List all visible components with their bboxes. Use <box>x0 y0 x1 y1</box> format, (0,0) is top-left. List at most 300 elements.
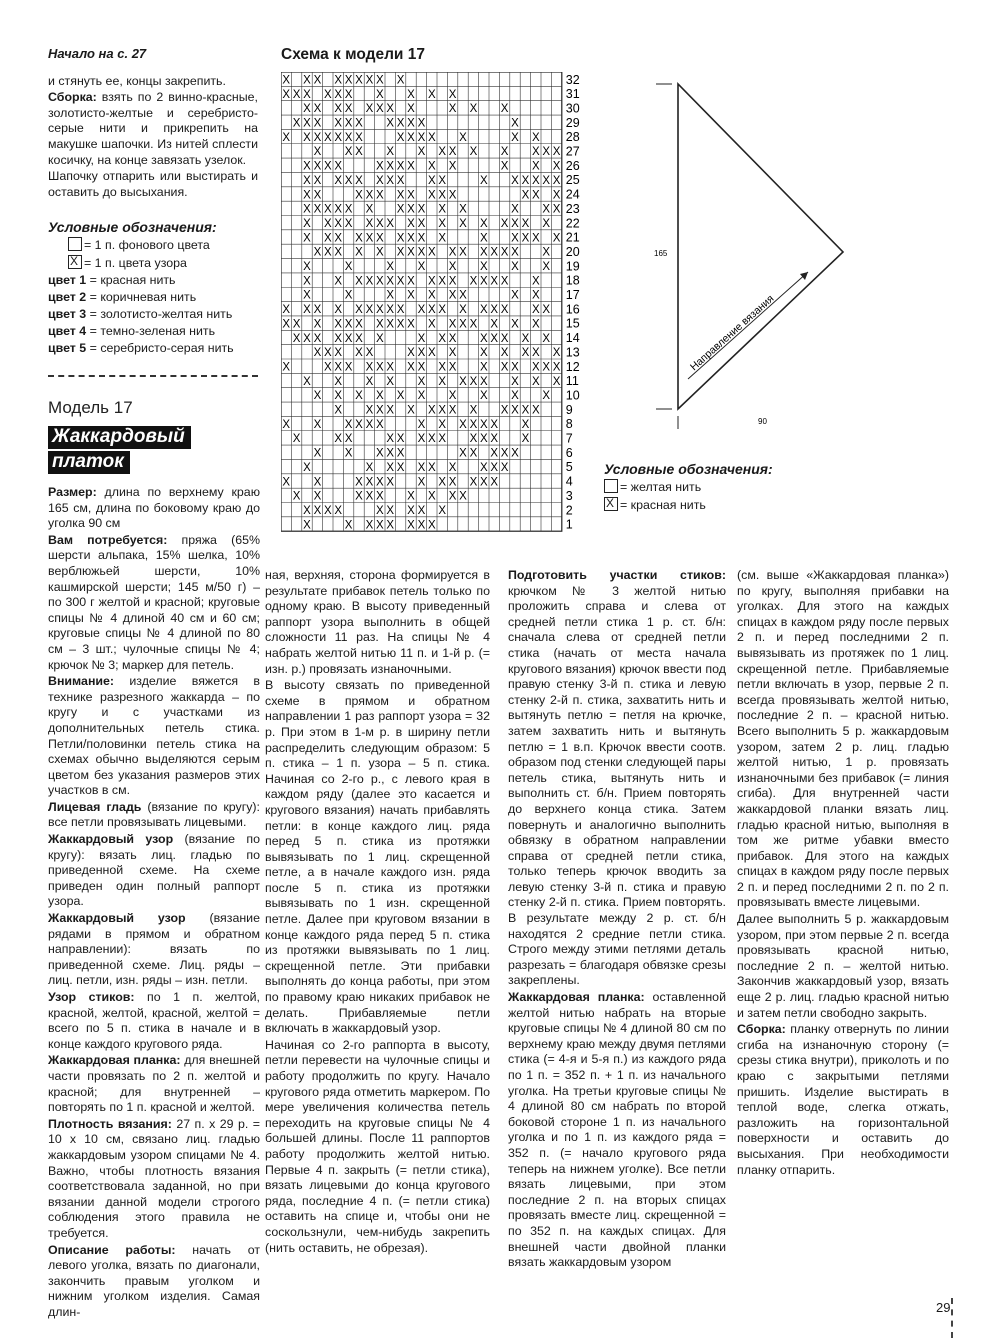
chart-cell-mark: X <box>469 433 478 446</box>
chart-cell-mark: X <box>355 418 363 431</box>
legend-color <box>48 341 268 356</box>
row-number: 32 <box>565 72 580 87</box>
paragraph <box>48 990 260 1052</box>
chart-cell-mark: X <box>344 117 353 130</box>
chart-cell-mark: X <box>479 261 488 274</box>
chart-cell-mark: X <box>365 304 374 317</box>
legend-text: = 1 п. фонового цвета <box>84 237 210 252</box>
chart-cell-mark: X <box>459 447 467 460</box>
chart-cell-mark: X <box>500 275 509 288</box>
chart-cell-mark: X <box>386 289 395 302</box>
chart-cell-mark: X <box>448 88 457 101</box>
shawl-diagram <box>648 74 848 444</box>
paragraph-text: оставленной желтой нитью набрать на вторые круговые спицы № 4 длиной 80 см по верхнему краю между двумя петлями стика (= 4-я и 5-я п.) из каждого ряда по 1 п. = 352 п. + 1 п. из начального уголка. На третьи круговые спицы № 4 длиной 80 см набрать по второй боковой стороне 1 п. из начального уголка и по 1 п. из каждого ряда = 352 п. (= начало кругового ряда теперь на нижнем уголке). Все петли вязать лицевыми, при этом последние 2 п. на вторых спицах провязать вместе лиц. скрещенной = по 352 п. на каждых спицах. Для внешней части двойной планки вязать жаккардовым узором <box>508 990 726 1270</box>
chart-cell-mark: X <box>303 131 311 144</box>
chart-cell-mark: X <box>417 203 426 216</box>
chart-cell-mark: X <box>552 146 561 159</box>
color-text: = красная нить <box>86 272 176 287</box>
chart-cell-mark: X <box>531 131 540 144</box>
paragraph-lead: Плотность вязания: <box>48 1116 172 1131</box>
chart-cell-mark: X <box>417 232 426 245</box>
chart-cell-mark: X <box>334 375 343 388</box>
color-label: цвет 5 <box>48 340 87 355</box>
chart-cell-mark: X <box>292 433 301 446</box>
chart-cell-mark: X <box>323 504 332 517</box>
chart-cell-mark: X <box>531 318 540 331</box>
chart-cell-mark: X <box>427 519 436 532</box>
chart-cell-mark: X <box>531 232 540 245</box>
chart-cell-mark: X <box>344 433 353 446</box>
chart-cell-mark: X <box>334 275 343 288</box>
chart-cell-mark: X <box>334 103 343 116</box>
chart-cell-mark: X <box>427 318 436 331</box>
chart-cell-mark: X <box>303 375 311 388</box>
chart-cell-mark: X <box>531 289 540 302</box>
chart-cell-mark: X <box>292 117 301 130</box>
chart-cell-mark: X <box>469 447 478 460</box>
chart-cell-mark: X <box>323 203 332 216</box>
chart-cell-mark: X <box>459 131 467 144</box>
chart-cell-mark: X <box>344 174 353 187</box>
paragraph-text: ная, верхняя, сторона формируется в результате прибавок петель только по одному краю. В высоту приведенный раппорт узора выполнить в общей сложности 11 раз. На спицы № 4 набрать желтой нитью 11 п. и 1-й р. (= изн. р.) провязать изнаночными. <box>265 568 490 676</box>
chart-cell-mark: X <box>531 375 540 388</box>
chart-cell-mark: X <box>459 490 467 503</box>
chart-cell-mark: X <box>448 160 457 173</box>
chart-cell-mark: X <box>511 246 519 259</box>
chart-cell-mark: X <box>438 232 447 245</box>
chart-cell-mark: X <box>511 174 519 187</box>
color-label: цвет 2 <box>48 289 87 304</box>
x-cell-icon <box>68 255 82 269</box>
chart-cell-mark: X <box>521 433 530 446</box>
paragraph-text: (см. выше «Жаккардовая планка») по кругу, выполняя прибавки на уголках. Для этого на каждых спицах в каждом ряду после первых 2 п. и перед последними 2 п. вывязывать из протяжек по 1 лиц. скрещенной петле. Прибавляемые петли включать в узор, первые 2 п. всегда провязывать желтой нитью, последние 2 п. – красной нитью. Всего выполнить 5 р. жаккардовым узором, затем 2 р. лиц. гладью желтой нитью, 1 р. провязать изнаночными без прибавок (= линия сгиба). Для внутренней части жаккардовой планки вязать лиц. гладью красной нитью, выполняя в том же ритме убавки вместо прибавок. Для этого на каждых спицах в каждом ряду после первых 2 п. и перед последними 2 п. по 2 п. провязывать вместе лицевыми. <box>737 568 949 910</box>
chart-cell-mark: X <box>542 146 551 159</box>
row-number: 9 <box>565 402 573 417</box>
chart-cell-mark: X <box>292 332 301 345</box>
chart-cell-mark: X <box>407 490 415 503</box>
chart-cell-mark: X <box>448 347 457 360</box>
chart-cell-mark: X <box>552 375 561 388</box>
chart-cell-mark: X <box>407 160 415 173</box>
chart-cell-mark: X <box>386 117 395 130</box>
chart-cell-mark: X <box>469 318 478 331</box>
chart-cell-mark: X <box>303 461 311 474</box>
chart-cell-mark: X <box>531 174 540 187</box>
row-number: 13 <box>565 345 580 360</box>
paragraph-lead: Жаккардовая планка: <box>508 990 645 1005</box>
chart-cell-mark: X <box>479 217 488 230</box>
chart-cell-mark: X <box>521 232 530 245</box>
chart-cell-mark: X <box>459 289 467 302</box>
chart-cell-mark: X <box>521 174 530 187</box>
chart-cell-mark: X <box>386 304 395 317</box>
chart-cell-mark: X <box>386 433 395 446</box>
chart-cell-mark: X <box>427 289 436 302</box>
chart-cell-mark: X <box>365 418 374 431</box>
chart-cell-mark: X <box>355 117 363 130</box>
chart-cell-mark: X <box>500 246 509 259</box>
chart-cell-mark: X <box>355 332 363 345</box>
chart-cell-mark: X <box>448 261 457 274</box>
chart-cell-mark: X <box>448 476 457 489</box>
chart-cell-mark: X <box>375 174 384 187</box>
chart-cell-mark: X <box>500 461 509 474</box>
chart-cell-mark: X <box>365 490 374 503</box>
chart-cell-mark: X <box>542 217 551 230</box>
chart-cell-mark: X <box>386 261 395 274</box>
chart-cell-mark: X <box>303 232 311 245</box>
chart-cell-mark: X <box>459 246 467 259</box>
row-number: 27 <box>565 144 580 159</box>
chart-cell-mark: X <box>407 361 415 374</box>
chart-cell-mark: X <box>355 304 363 317</box>
chart-cell-mark: X <box>459 217 467 230</box>
chart-cell-mark: X <box>448 332 457 345</box>
chart-cell-mark: X <box>386 146 395 159</box>
chart-cell-mark: X <box>313 318 322 331</box>
chart-cell-mark: X <box>344 519 353 532</box>
chart-cell-mark: X <box>479 332 488 345</box>
chart-cell-mark: X <box>344 103 353 116</box>
chart-cell-mark: X <box>542 246 551 259</box>
chart-cell-mark: X <box>511 318 519 331</box>
chart-cell-mark: X <box>344 332 353 345</box>
row-number: 11 <box>565 374 579 389</box>
chart-cell-mark: X <box>334 232 343 245</box>
chart-cell-mark: X <box>459 203 467 216</box>
chart-cell-mark: X <box>469 103 478 116</box>
chart-cell-mark: X <box>469 275 478 288</box>
chart-cell-mark: X <box>407 318 415 331</box>
chart-cell-mark: X <box>438 504 447 517</box>
chart-cell-mark: X <box>427 131 436 144</box>
chart-cell-mark: X <box>490 418 499 431</box>
chart-cell-mark: X <box>417 476 426 489</box>
chart-cell-mark: X <box>407 103 415 116</box>
chart-cell-mark: X <box>531 189 540 202</box>
dim-side-label: 165 <box>654 249 668 258</box>
row-number: 24 <box>565 187 580 202</box>
chart-cell-mark: X <box>542 203 551 216</box>
chart-cell-mark: X <box>313 131 322 144</box>
chart-cell-mark: X <box>355 232 363 245</box>
paragraph <box>48 674 260 799</box>
chart-cell-mark: X <box>375 189 384 202</box>
chart-cell-mark: X <box>531 146 540 159</box>
chart-cell-mark: X <box>396 160 405 173</box>
paragraph-lead: Размер: <box>48 485 97 499</box>
chart-cell-mark: X <box>479 461 488 474</box>
chart-cell-mark: X <box>365 347 374 360</box>
chart-cell-mark: X <box>386 504 395 517</box>
chart-cell-mark: X <box>511 203 519 216</box>
chart-cell-mark: X <box>282 88 291 101</box>
chart-cell-mark: X <box>407 117 415 130</box>
chart-cell-mark: X <box>500 332 509 345</box>
chart-cell-mark: X <box>417 461 426 474</box>
chart-cell-mark: X <box>375 447 384 460</box>
chart-cell-mark: X <box>552 174 561 187</box>
chart-cell-mark: X <box>365 275 374 288</box>
chart-cell-mark: X <box>438 203 447 216</box>
chart-cell-mark: X <box>407 189 415 202</box>
row-number: 8 <box>565 417 573 432</box>
chart-cell-mark: X <box>407 203 415 216</box>
row-number: 17 <box>565 288 580 303</box>
row-number: 25 <box>565 173 580 188</box>
chart-cell-mark: X <box>459 318 467 331</box>
chart-cell-mark: X <box>479 232 488 245</box>
row-number: 2 <box>565 503 573 518</box>
chart-cell-mark: X <box>375 332 384 345</box>
legend-heading: Условные обозначения: <box>48 219 217 235</box>
chart-cell-mark: X <box>375 304 384 317</box>
chart-cell-mark: X <box>511 217 519 230</box>
chart-cell-mark: X <box>396 275 405 288</box>
chart-cell-mark: X <box>490 447 499 460</box>
chart-cell-mark: X <box>407 347 415 360</box>
chart-cell-mark: X <box>448 318 457 331</box>
chart-cell-mark: X <box>417 246 426 259</box>
chart-cell-mark: X <box>375 404 384 417</box>
chart-cell-mark: X <box>303 174 311 187</box>
chart-cell-mark: X <box>479 476 488 489</box>
chart-cell-mark: X <box>542 361 551 374</box>
chart-cell-mark: X <box>511 361 519 374</box>
chart-cell-mark: X <box>427 304 436 317</box>
model-title <box>48 426 191 476</box>
chart-cell-mark: X <box>417 519 426 532</box>
chart-cell-mark: X <box>365 375 374 388</box>
chart-cell-mark: X <box>355 74 363 87</box>
chart-cell-mark: X <box>490 246 499 259</box>
chart-cell-mark: X <box>386 318 395 331</box>
chart-cell-mark: X <box>375 275 384 288</box>
chart-cell-mark: X <box>334 504 343 517</box>
chart-cell-mark: X <box>448 404 457 417</box>
chart-cell-mark: X <box>500 146 509 159</box>
row-number: 4 <box>565 474 573 489</box>
yellow-cell-icon <box>604 479 618 493</box>
chart-cell-mark: X <box>334 203 343 216</box>
chart-cell-mark: X <box>396 131 405 144</box>
row-number: 30 <box>565 101 580 116</box>
chart-cell-mark: X <box>313 203 322 216</box>
chart-cell-mark: X <box>303 332 311 345</box>
chart-cell-mark: X <box>427 275 436 288</box>
chart-cell-mark: X <box>323 232 332 245</box>
chart-cell-mark: X <box>344 447 353 460</box>
paragraph <box>737 568 949 911</box>
chart-cell-mark: X <box>511 404 519 417</box>
chart-cell-mark: X <box>438 433 447 446</box>
chart-cell-mark: X <box>396 74 405 87</box>
paragraph-text: (вязание рядами в прямом и обратном направлении): вязать по приведенной схеме. Лиц. ряды – лиц. петли, изн. ряды – изн. петли. <box>48 911 260 988</box>
chart-cell-mark: X <box>417 217 426 230</box>
chart-cell-mark: X <box>552 160 561 173</box>
chart-cell-mark: X <box>313 246 322 259</box>
paragraph-lead: Вам потребуется: <box>48 532 168 547</box>
chart-cell-mark: X <box>334 117 343 130</box>
row-number: 21 <box>565 230 580 245</box>
chart-cell-mark: X <box>386 519 395 532</box>
paragraph <box>48 485 260 532</box>
paragraph-text: крючком № 3 желтой нитью проложить справа и слева от средней петли стика 1 р. ст. б/н: сначала слева от средней петли стика (начать от места начала кругового вязания) крючок ввести под правую стенку 3-й п. стика и левую стенку 2-й п. стика, захватить нить и вытянуть петлю = петля на крючке, затем захватить нить и вытянуть петлю = 1 в.п. Крючок ввести соотв. образом под стенки следующей пары петель стика, вытянуть нить и выполнить ст. б/н. Прием повторять до верхнего конца стика. Затем повернуть и аналогично выполнить обвязку в обратном направлении справа от средней петли стика, только теперь крючок вводить за левую стенку 3-й п. стика и правую стенку 2-й п. стика. Прием повторять. В результате между 2 р. ст. б/н находятся 2 средние петли стика. Строго между этими петлями деталь разрезать = благодаря обвязке срезы закреплены. <box>508 583 726 988</box>
chart-cell-mark: X <box>407 289 415 302</box>
paragraph: и стянуть ее, концы закрепить. <box>48 73 226 88</box>
chart-cell-mark: X <box>417 504 426 517</box>
chart-cell-mark: X <box>459 418 467 431</box>
legend-text: = желтая нить <box>620 479 702 494</box>
chart-cell-mark: X <box>282 131 291 144</box>
color-label: цвет 4 <box>48 323 87 338</box>
row-number: 19 <box>565 259 580 274</box>
chart-cell-mark: X <box>344 203 353 216</box>
chart-cell-mark: X <box>365 519 374 532</box>
empty-cell-icon <box>68 237 82 251</box>
row-number: 14 <box>565 331 580 346</box>
row-number: 20 <box>565 244 580 259</box>
chart-cell-mark: X <box>407 519 415 532</box>
legend-item <box>48 255 268 271</box>
chart-cell-mark: X <box>396 203 405 216</box>
paragraph <box>265 1038 490 1256</box>
paragraph <box>508 990 726 1271</box>
chart-cell-mark: X <box>500 304 509 317</box>
cut-line <box>951 1298 953 1338</box>
chart-cell-mark: X <box>438 146 447 159</box>
chart-cell-mark: X <box>313 103 322 116</box>
paragraph <box>737 912 949 1021</box>
paragraph-text: изделие вяжется в технике разрезного жаккарда – по кругу и с участками из дополнительных петель стика. Петли/половинки петель стика на схемах обычно выделяются серым цветом без указания размеров этих участков в см. <box>48 674 260 798</box>
chart-cell-mark: X <box>365 476 374 489</box>
chart-cell-mark: X <box>521 332 530 345</box>
chart-cell-mark: X <box>292 88 301 101</box>
chart-cell-mark: X <box>490 318 499 331</box>
chart-cell-mark: X <box>448 189 457 202</box>
chart-cell-mark: X <box>303 74 311 87</box>
chart-cell-mark: X <box>396 447 405 460</box>
chart-cell-mark: X <box>323 88 332 101</box>
legend-heading: Условные обозначения: <box>604 461 773 477</box>
chart-cell-mark: X <box>407 88 415 101</box>
paragraph-lead: Сборка: <box>48 90 97 105</box>
chart-cell-mark: X <box>500 103 509 116</box>
chart-cell-mark: X <box>500 217 509 230</box>
chart-cell-mark: X <box>313 189 322 202</box>
chart-cell-mark: X <box>313 160 322 173</box>
chart-cell-mark: X <box>355 275 363 288</box>
row-number: 12 <box>565 359 580 374</box>
paragraph-text: В высоту связать по приведенной схеме в прямом и обратном направлении 1 раз раппорт узора = 32 р. При этом в 1-м р. в ширину петли распределить следующим образом: 5 п. стика – 1 п. узора – 5 п. стика. Начиная со 2-го р., с левого края в каждом ряду (далее это касается и кругового вязания) начать прибавлять петли: в конце каждого лиц. ряда перед 5 п. стика из протяжки вывязывать по 1 лиц. скрещенной петле, а в начале каждого изн. ряда после 5 п. стика из протяжки вывязывать по 1 изн. скрещенной петле. Далее при круговом вязании в конце каждого ряда перед 5 п. стика из протяжки вывязывать по 1 лиц. скрещенной петле. Эти прибавки выполнять до конца работы, при этом по правому краю никаких прибавок не делать. Прибавляемые петли включать в жаккардовый узор. <box>265 678 490 1036</box>
chart-cell-mark: X <box>438 275 447 288</box>
legend-item <box>604 479 804 495</box>
chart-cell-mark: X <box>407 404 415 417</box>
chart-cell-mark: X <box>386 103 395 116</box>
chart-cell-mark: X <box>490 275 499 288</box>
chart-cell-mark: X <box>511 375 519 388</box>
chart-cell-mark: X <box>552 203 561 216</box>
chart-cell-mark: X <box>521 189 530 202</box>
color-label: цвет 1 <box>48 272 87 287</box>
chart-cell-mark: X <box>490 461 499 474</box>
chart-cell-mark: X <box>282 304 291 317</box>
legend-color <box>48 290 268 305</box>
chart-cell-mark: X <box>407 217 415 230</box>
chart-cell-mark: X <box>344 261 353 274</box>
chart-cell-mark: X <box>344 88 353 101</box>
chart-cell-mark: X <box>427 404 436 417</box>
chart-cell-mark: X <box>542 332 551 345</box>
chart-cell-mark: X <box>448 146 457 159</box>
chart-cell-mark: X <box>438 476 447 489</box>
title-line: Жаккардовый <box>48 426 191 449</box>
paragraph <box>48 1117 260 1242</box>
chart-cell-mark: X <box>417 131 426 144</box>
chart-cell-mark: X <box>313 447 322 460</box>
chart-cell-mark: X <box>323 160 332 173</box>
paragraph-lead: Сборка: <box>737 1022 786 1037</box>
red-cell-icon <box>604 497 618 511</box>
paragraph-text: Начиная со 2-го раппорта в высоту, петли перевести на чулочные спицы и работу продолжить по кругу. Начало кругового ряда отметить маркером. По мере увеличения количества петель переходить на круговые спицы № 4 большей длины. После 11 раппортов работу продолжить желтой нитью. Первые 4 п. закрыть (= петли стика), вязать лицевыми до конца кругового ряда, последние 4 п. (= петли стика) оставить на спице и, чтобы они не соскользнули, чем-нибудь закрепить (нить оставить, не обрезая). <box>265 1037 490 1255</box>
chart-cell-mark: X <box>417 332 426 345</box>
chart-cell-mark: X <box>500 447 509 460</box>
row-number: 23 <box>565 201 580 216</box>
paragraph <box>737 1022 949 1178</box>
paragraph <box>265 568 490 677</box>
chart-cell-mark: X <box>469 404 478 417</box>
chart-cell-mark: X <box>323 217 332 230</box>
chart-cell-mark: X <box>479 174 488 187</box>
chart-cell-mark: X <box>386 476 395 489</box>
chart-cell-mark: X <box>396 174 405 187</box>
paragraph-lead: Описание работы: <box>48 1242 176 1257</box>
chart-cell-mark: X <box>448 461 457 474</box>
chart-cell-mark: X <box>500 347 509 360</box>
paragraph-text: планку отвернуть по линии сгиба на изнаночную сторону (= срезы стика внутри), приколоть и по краю с закрытыми петлями пришить. Изделие выстирать в теплой воде, слегка отжать, разложить на горизонтальной поверхности и оставить до высыхания. При необходимости планку отпарить. <box>737 1022 949 1177</box>
paragraph-text: (вязание по кругу): все петли провязывать лицевыми. <box>48 799 261 830</box>
chart-cell-mark: X <box>511 261 519 274</box>
chart-cell-mark: X <box>365 103 374 116</box>
chart-cell-mark: X <box>511 289 519 302</box>
chart-cell-mark: X <box>386 275 395 288</box>
chart-cell-mark: X <box>438 189 447 202</box>
chart-cell-mark: X <box>417 433 426 446</box>
chart-cell-mark: X <box>552 232 561 245</box>
row-number: 28 <box>565 130 580 145</box>
chart-cell-mark: X <box>334 88 343 101</box>
chart-cell-mark: X <box>303 88 311 101</box>
chart-cell-mark: X <box>375 160 384 173</box>
chart-cell-mark: X <box>303 519 311 532</box>
chart-cell-mark: X <box>469 146 478 159</box>
chart-cell-mark: X <box>500 404 509 417</box>
chart-cell-mark: X <box>479 347 488 360</box>
row-number: 31 <box>565 87 580 102</box>
chart-cell-mark: X <box>427 347 436 360</box>
chart-cell-mark: X <box>396 246 405 259</box>
legend-color <box>48 324 268 339</box>
chart-cell-mark: X <box>355 390 363 403</box>
chart-cell-mark: X <box>479 418 488 431</box>
paragraph <box>48 1243 260 1321</box>
chart-cell-mark: X <box>375 318 384 331</box>
chart-cell-mark: X <box>375 390 384 403</box>
paragraph-lead: Жаккардовая планка: <box>48 1053 181 1068</box>
paragraph-text: длина по верхнему краю 165 см, длина по боковому краю до уголка 90 см <box>48 485 260 531</box>
chart-cell-mark: X <box>313 390 322 403</box>
chart-cell-mark: X <box>427 433 436 446</box>
